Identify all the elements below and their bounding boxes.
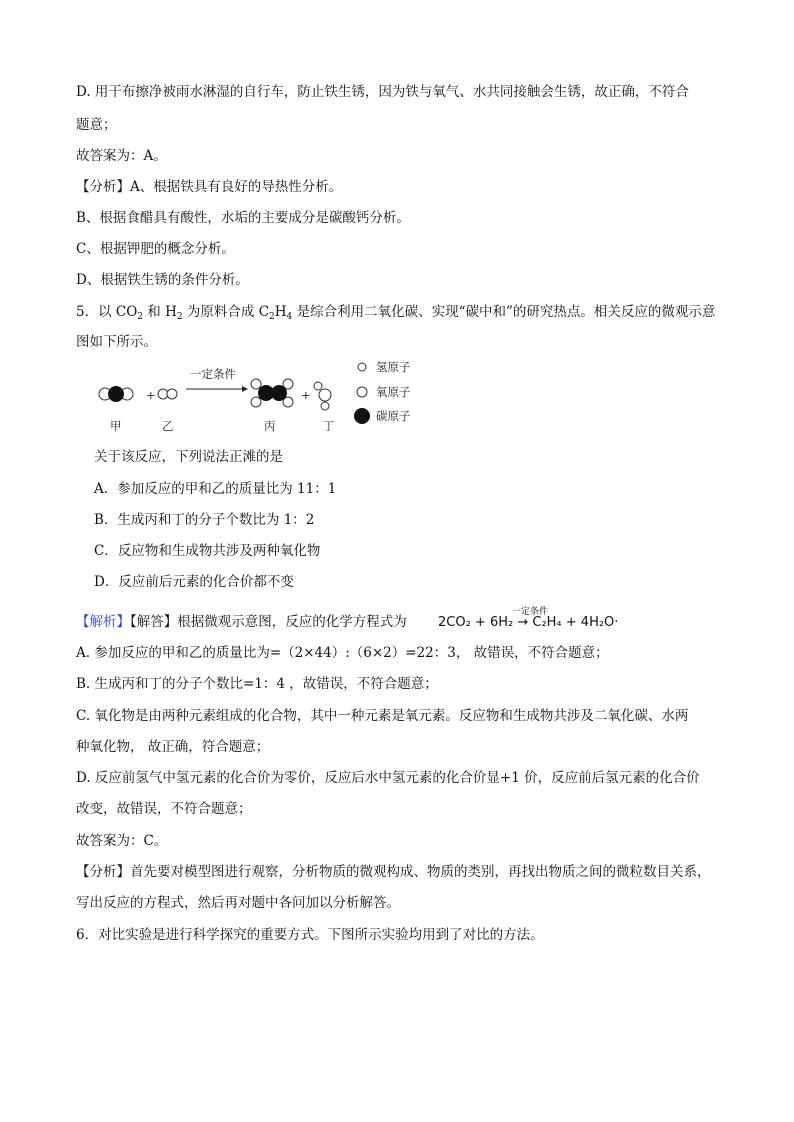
legend-hydrogen (358, 360, 411, 374)
question-5-stem: 5．以 $CO_2$ 和 $H_2$ 为原料合成 $C_2H_4$ 是综合利用二氧化碳、实现“碳中和”的研究热点。相关反应的微观示意 (76, 304, 716, 322)
solution-c: C. 氧化物是由两种元素组成的化合物，其中一种元素是氧元素。反应物和生成物共涉及二氧化碳、水两 (76, 708, 689, 724)
plus-sign: + (301, 388, 311, 402)
option-d: D．反应前后元素的化合价都不变 (94, 574, 294, 590)
analysis-tag: 【分析】 (76, 864, 130, 880)
answer-line: 故答案为：C。 (76, 833, 168, 849)
reaction-condition: 一定条件 (190, 367, 236, 381)
equation-condition: 一定条件 (512, 607, 549, 617)
molecule-yi (158, 389, 177, 399)
reaction-micro-diagram (90, 356, 450, 440)
label-ding: 丁 (323, 419, 335, 433)
solution-b: B. 生成丙和丁的分子个数比=1：4 ，故错误，不符合题意； (76, 676, 438, 692)
option-c: C．反应物和生成物共涉及两种氧化物 (94, 543, 321, 559)
analysis-line: 【分析】首先要对模型图进行观察，分析物质的微观构成、物质的类别，再找出物质之间的微粒数目关系， (76, 864, 711, 880)
text-line: D. 用干布擦净被雨水淋湿的自行车，防止铁生锈，因为铁与氧气、水共同接触会生锈，故正确，不符合 (76, 84, 689, 100)
legend-carbon (354, 408, 411, 424)
molecule-bing (251, 379, 293, 407)
solution-d-cont: 改变，故错误，不符合题意； (76, 801, 252, 817)
svg-text:碳原子: 碳原子 (376, 409, 411, 423)
svg-text:氢原子: 氢原子 (376, 360, 411, 374)
label-bing: 丙 (264, 419, 276, 433)
label-yi: 乙 (162, 419, 174, 433)
solution-tag: 【解析】 (76, 614, 130, 630)
solution-d: D. 反应前氢气中氢元素的化合价为零价，反应后水中氢元素的化合价显+1 价，反应前后氢元素的化合价 (76, 770, 700, 786)
text-line: 故答案为：A。 (76, 148, 167, 164)
solution-intro: 【解析】【解答】根据微观示意图，反应的化学方程式为 (76, 614, 407, 630)
reaction-arrow (186, 386, 248, 392)
analysis-line-cont: 写出反应的方程式，然后再对题中各问加以分析解答。 (76, 895, 400, 911)
text-line: B、根据食醋具有酸性，水垢的主要成分是碳酸钙分析。 (76, 210, 410, 226)
solution-a: A. 参加反应的甲和乙的质量比为=（2×44）:（6×2）=22：3， 故错误，不符合题意； (76, 645, 609, 661)
question-prompt: 关于该反应，下列说法正滩的是 (94, 449, 283, 465)
option-b: B．生成丙和丁的分子个数比为 1：2 (94, 512, 315, 528)
plus-sign: + (146, 388, 156, 402)
question-6-stem: 6．对比实验是进行科学探究的重要方式。下图所示实验均用到了对比的方法。 (76, 927, 544, 943)
chemical-equation: 2CO₂ + 6H₂ → C₂H₄ + 4H₂O· (438, 615, 619, 630)
analysis-line (76, 177, 754, 197)
text-line: 题意； (76, 117, 117, 133)
legend-oxygen (357, 385, 411, 399)
question-5-stem-cont: 图如下所示。 (76, 334, 157, 350)
answer-tag: 【解答】 (130, 614, 178, 630)
solution-c-cont: 种氧化物， 故正确，符合题意； (76, 739, 270, 755)
analysis-text: A、根据铁具有良好的导热性分析。 (130, 179, 343, 195)
option-a: A．参加反应的甲和乙的质量比为 11：1 (94, 481, 337, 497)
text-line: C、根据钾肥的概念分析。 (76, 241, 235, 257)
molecule-jia (99, 386, 133, 402)
analysis-tag: 【分析】 (76, 179, 130, 195)
svg-text:氧原子: 氧原子 (376, 385, 411, 399)
molecule-ding (314, 382, 331, 410)
label-jia: 甲 (110, 419, 122, 433)
text-line: D、根据铁生锈的条件分析。 (76, 272, 249, 288)
